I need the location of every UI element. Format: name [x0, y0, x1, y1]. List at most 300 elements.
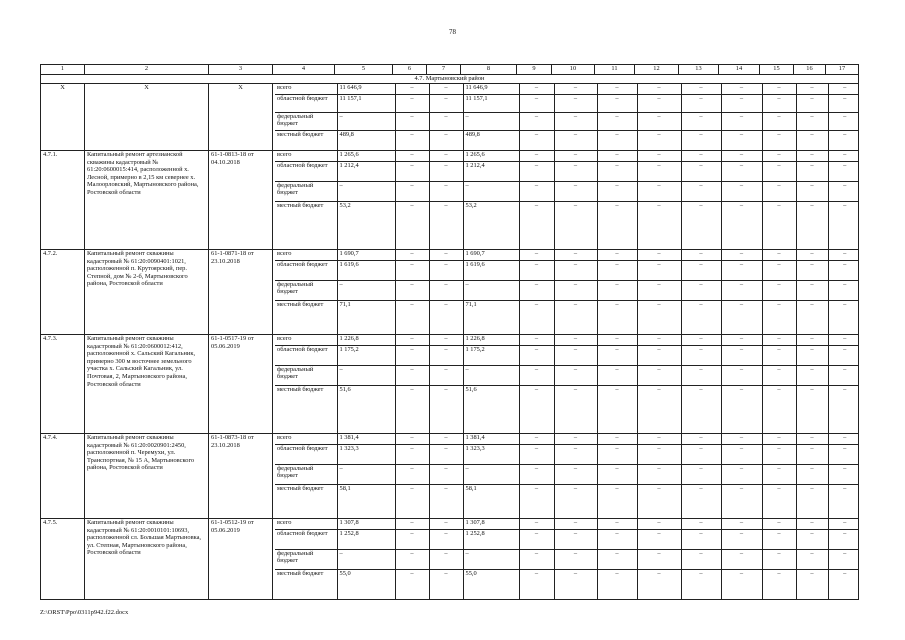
table-row: [41, 335, 859, 434]
amount-col-5: 489,8: [337, 130, 395, 150]
dash-col-14: –: [721, 260, 762, 280]
dash-col-17: –: [843, 130, 847, 138]
dash-col-16: –: [796, 519, 828, 529]
amount-col-5: 1 212,4: [337, 161, 395, 181]
dash-col-10: –: [554, 484, 597, 518]
dash-col-6: –: [395, 260, 429, 280]
dash-col-14: –: [721, 130, 762, 150]
dash-col-10: –: [554, 464, 597, 484]
dash-col-15: –: [762, 434, 796, 444]
dash-col-17: –: [828, 519, 859, 529]
dash-col-11: –: [597, 569, 637, 599]
dash-col-9: –: [519, 151, 554, 161]
dash-col-9: –: [519, 300, 554, 334]
dash-col-12: –: [637, 112, 681, 130]
amount-col-5: –: [337, 112, 395, 130]
row-number: 4.7.5.: [41, 519, 85, 600]
budget-lines: [273, 84, 859, 151]
funding-source: местный бюджет: [275, 201, 337, 249]
dash-col-14: –: [721, 529, 762, 549]
dash-col-15: –: [762, 444, 796, 464]
dash-col-11: –: [597, 444, 637, 464]
amount-col-5: 1 619,6: [337, 260, 395, 280]
dash-col-9: –: [519, 519, 554, 529]
dash-col-16: –: [796, 84, 828, 94]
dash-col-14: –: [721, 519, 762, 529]
object-description: Капитальный ремонт скважины кадастровый № 61:20:0020901:2450, расположенной п. Черемухи, ул. Транспортная, № 15 А, Мартыновского района, Ростовской области: [85, 434, 209, 519]
dash-col-13: –: [681, 385, 721, 433]
dash-col-9: –: [519, 434, 554, 444]
amount-col-8: 1 690,7: [463, 250, 519, 260]
amount-col-5: 55,0: [337, 569, 395, 599]
budget-line: [275, 444, 859, 464]
dash-col-12: –: [637, 484, 681, 518]
dash-col-12: –: [637, 84, 681, 94]
dash-col-7: –: [429, 529, 463, 549]
funding-source: федеральный бюджет: [275, 112, 337, 130]
dash-col-6: –: [395, 94, 429, 112]
dash-col-17: –: [828, 84, 859, 94]
dash-col-9: –: [519, 345, 554, 365]
dash-col-14: –: [721, 84, 762, 94]
dash-col-16: –: [796, 151, 828, 161]
dash-col-9: –: [519, 201, 554, 249]
dash-col-16: –: [796, 112, 828, 130]
dash-col-13: –: [681, 151, 721, 161]
budget-line: [275, 529, 859, 549]
amount-col-8: 71,1: [463, 300, 519, 334]
dash-col-7: –: [429, 280, 463, 300]
dash-col-13: –: [681, 260, 721, 280]
budget-line: [275, 300, 859, 334]
header-col-16: 16: [794, 65, 826, 75]
dash-col-12: –: [637, 130, 681, 150]
table-row: [41, 519, 859, 600]
amount-col-8: 53,2: [463, 201, 519, 249]
dash-col-14: –: [721, 300, 762, 334]
header-col-12: 12: [635, 65, 679, 75]
amount-col-8: 1 381,4: [463, 434, 519, 444]
document-number: 61-1-0813-18 от 04.10.2018: [209, 151, 273, 250]
dash-col-9: –: [519, 280, 554, 300]
dash-col-17: –: [828, 365, 859, 385]
dash-col-13: –: [681, 112, 721, 130]
dash-col-11: –: [597, 335, 637, 345]
header-col-13: 13: [679, 65, 719, 75]
object-description: Капитальный ремонт скважины кадастровый № 61:20:0600012:412, расположенной х. Сальский Кагальник, примерно 300 м восточнее земельного участка х. Сальский Кагальник, ул. Почтовая, 2, Мартыновского района, Ростовской области: [85, 335, 209, 434]
dash-col-13: –: [681, 365, 721, 385]
dash-col-15: –: [762, 94, 796, 112]
dash-col-15: –: [762, 201, 796, 249]
budget-line: [275, 434, 859, 444]
amount-col-8: 1 175,2: [463, 345, 519, 365]
dash-col-10: –: [554, 569, 597, 599]
dash-col-15: –: [762, 280, 796, 300]
dash-col-10: –: [554, 365, 597, 385]
dash-col-14: –: [721, 161, 762, 181]
dash-col-7: –: [429, 434, 463, 444]
budget-lines-table: [275, 519, 859, 599]
dash-col-16: –: [796, 569, 828, 599]
budget-line: [275, 161, 859, 181]
dash-col-9: –: [519, 335, 554, 345]
dash-col-14: –: [721, 365, 762, 385]
dash-col-9: –: [519, 260, 554, 280]
dash-col-10: –: [554, 300, 597, 334]
header-col-9: 9: [517, 65, 552, 75]
dash-col-11: –: [597, 161, 637, 181]
dash-col-13: –: [681, 161, 721, 181]
budget-line: [275, 130, 859, 150]
dash-col-10: –: [554, 519, 597, 529]
dash-col-17: –: [843, 300, 847, 308]
dash-col-6: –: [395, 84, 429, 94]
funding-source: местный бюджет: [275, 484, 337, 518]
row-number: 4.7.1.: [41, 151, 85, 250]
amount-col-8: 58,1: [463, 484, 519, 518]
dash-col-16: –: [796, 181, 828, 201]
dash-col-17: –: [828, 151, 859, 161]
dash-col-15: –: [762, 549, 796, 569]
dash-col-11: –: [597, 250, 637, 260]
dash-col-16: –: [796, 201, 828, 249]
dash-col-14: –: [721, 280, 762, 300]
document-number: X: [209, 84, 273, 151]
budget-lines: [273, 151, 859, 250]
dash-col-14: –: [721, 112, 762, 130]
amount-col-8: 55,0: [463, 569, 519, 599]
dash-col-12: –: [637, 250, 681, 260]
dash-col-15: –: [762, 151, 796, 161]
dash-col-12: –: [637, 529, 681, 549]
dash-col-10: –: [554, 549, 597, 569]
dash-col-6: –: [395, 151, 429, 161]
budget-line: [275, 365, 859, 385]
table-row: [41, 151, 859, 250]
dash-col-15: –: [762, 345, 796, 365]
amount-col-5: 1 252,8: [337, 529, 395, 549]
amount-col-5: 11 646,9: [337, 84, 395, 94]
dash-col-15: –: [762, 385, 796, 433]
dash-col-16: –: [796, 130, 828, 150]
row-number: 4.7.4.: [41, 434, 85, 519]
dash-col-9: –: [519, 250, 554, 260]
dash-col-10: –: [554, 94, 597, 112]
dash-col-15: –: [762, 250, 796, 260]
budget-line: [275, 519, 859, 529]
dash-col-16: –: [796, 250, 828, 260]
dash-col-6: –: [395, 345, 429, 365]
dash-col-14: –: [721, 444, 762, 464]
dash-col-16: –: [796, 345, 828, 365]
row-number: 4.7.2.: [41, 250, 85, 335]
amount-col-8: 11 157,1: [463, 94, 519, 112]
dash-col-6: –: [395, 464, 429, 484]
amount-col-8: –: [463, 181, 519, 201]
dash-col-13: –: [681, 335, 721, 345]
dash-col-16: –: [796, 484, 828, 518]
dash-col-7: –: [429, 300, 463, 334]
amount-col-8: 1 307,8: [463, 519, 519, 529]
amount-col-5: –: [337, 549, 395, 569]
dash-col-13: –: [681, 569, 721, 599]
funding-source: местный бюджет: [275, 130, 337, 150]
dash-col-17: –: [843, 201, 847, 209]
amount-col-5: –: [337, 280, 395, 300]
budget-line: [275, 260, 859, 280]
dash-col-9: –: [519, 569, 554, 599]
amount-col-5: 1 690,7: [337, 250, 395, 260]
dash-col-6: –: [395, 569, 429, 599]
dash-col-11: –: [597, 345, 637, 365]
budget-lines: [273, 335, 859, 434]
budget-line: [275, 181, 859, 201]
dash-col-7: –: [429, 365, 463, 385]
budget-lines-table: [275, 84, 859, 150]
dash-col-14: –: [721, 484, 762, 518]
budget-line: [275, 84, 859, 94]
dash-col-11: –: [597, 484, 637, 518]
dash-col-12: –: [637, 444, 681, 464]
header-col-4: 4: [273, 65, 335, 75]
dash-col-6: –: [395, 201, 429, 249]
dash-col-17: –: [828, 94, 859, 112]
dash-col-14: –: [721, 201, 762, 249]
dash-col-12: –: [637, 201, 681, 249]
dash-col-13: –: [681, 345, 721, 365]
dash-col-10: –: [554, 335, 597, 345]
amount-col-8: –: [463, 549, 519, 569]
dash-col-9: –: [519, 161, 554, 181]
table-row: [41, 250, 859, 335]
amount-col-5: 71,1: [337, 300, 395, 334]
dash-col-16: –: [796, 549, 828, 569]
dash-col-10: –: [554, 112, 597, 130]
amount-col-8: 51,6: [463, 385, 519, 433]
dash-col-12: –: [637, 181, 681, 201]
dash-col-12: –: [637, 280, 681, 300]
dash-col-7: –: [429, 112, 463, 130]
funding-source: федеральный бюджет: [275, 464, 337, 484]
dash-col-6: –: [395, 385, 429, 433]
dash-col-9: –: [519, 94, 554, 112]
dash-col-16: –: [796, 434, 828, 444]
amount-col-5: –: [337, 365, 395, 385]
dash-col-12: –: [637, 519, 681, 529]
funding-source: областной бюджет: [275, 161, 337, 181]
dash-col-16: –: [796, 280, 828, 300]
budget-line: [275, 345, 859, 365]
budget-lines: [273, 434, 859, 519]
dash-col-10: –: [554, 84, 597, 94]
dash-col-17: –: [828, 549, 859, 569]
amount-col-8: 1 265,6: [463, 151, 519, 161]
dash-col-16: –: [796, 464, 828, 484]
dash-col-9: –: [519, 549, 554, 569]
dash-col-6: –: [395, 181, 429, 201]
dash-col-17: –: [843, 385, 847, 393]
footer-file-path: Z:\ORST\Ppo\0311p942.f22.docx: [40, 609, 129, 616]
dash-col-15: –: [762, 112, 796, 130]
dash-col-15: –: [762, 130, 796, 150]
funding-source: всего: [275, 519, 337, 529]
dash-col-10: –: [554, 161, 597, 181]
amount-col-5: 1 265,6: [337, 151, 395, 161]
dash-col-7: –: [429, 201, 463, 249]
dash-col-14: –: [721, 549, 762, 569]
dash-col-7: –: [429, 84, 463, 94]
dash-col-16: –: [796, 94, 828, 112]
dash-col-11: –: [597, 280, 637, 300]
dash-col-10: –: [554, 181, 597, 201]
dash-col-7: –: [429, 130, 463, 150]
dash-col-11: –: [597, 151, 637, 161]
dash-col-7: –: [429, 250, 463, 260]
funding-source: местный бюджет: [275, 569, 337, 599]
amount-col-8: –: [463, 464, 519, 484]
dash-col-13: –: [681, 549, 721, 569]
dash-col-9: –: [519, 444, 554, 464]
dash-col-13: –: [681, 519, 721, 529]
dash-col-9: –: [519, 130, 554, 150]
object-description: Капитальный ремонт артезианской скважины кадастровый № 61:20:0600015:414, расположенной х. Лесной, примерно в 2,15 км севернее х. Малоорловский, Мартыновского района, Ростовской области: [85, 151, 209, 250]
budget-line: [275, 464, 859, 484]
dash-col-16: –: [796, 444, 828, 464]
dash-col-17: –: [828, 335, 859, 345]
funding-source: всего: [275, 335, 337, 345]
dash-col-13: –: [681, 94, 721, 112]
dash-col-12: –: [637, 365, 681, 385]
dash-col-15: –: [762, 519, 796, 529]
dash-col-13: –: [681, 300, 721, 334]
dash-col-7: –: [429, 161, 463, 181]
dash-col-17: –: [843, 484, 847, 492]
amount-col-8: 1 212,4: [463, 161, 519, 181]
document-number: 61-1-0512-19 от 05.06.2019: [209, 519, 273, 600]
amount-col-5: 51,6: [337, 385, 395, 433]
amount-col-8: –: [463, 112, 519, 130]
amount-col-8: 1 226,8: [463, 335, 519, 345]
header-col-10: 10: [552, 65, 595, 75]
dash-col-17: –: [828, 464, 859, 484]
dash-col-11: –: [597, 434, 637, 444]
dash-col-11: –: [597, 112, 637, 130]
amount-col-8: 11 646,9: [463, 84, 519, 94]
dash-col-13: –: [681, 529, 721, 549]
dash-col-11: –: [597, 201, 637, 249]
funding-source: местный бюджет: [275, 300, 337, 334]
dash-col-11: –: [597, 130, 637, 150]
dash-col-6: –: [395, 335, 429, 345]
dash-col-14: –: [721, 94, 762, 112]
budget-line: [275, 250, 859, 260]
header-col-17: 17: [826, 65, 859, 75]
header-col-14: 14: [719, 65, 760, 75]
district-title: 4.7. Мартыновский район: [41, 75, 859, 84]
header-col-7: 7: [427, 65, 461, 75]
dash-col-11: –: [597, 94, 637, 112]
dash-col-15: –: [762, 335, 796, 345]
header-col-15: 15: [760, 65, 794, 75]
dash-col-14: –: [721, 569, 762, 599]
amount-col-8: 489,8: [463, 130, 519, 150]
dash-col-9: –: [519, 385, 554, 433]
dash-col-12: –: [637, 385, 681, 433]
dash-col-6: –: [395, 250, 429, 260]
dash-col-12: –: [637, 569, 681, 599]
table-row: [41, 84, 859, 151]
dash-col-6: –: [395, 280, 429, 300]
dash-col-13: –: [681, 464, 721, 484]
dash-col-6: –: [395, 130, 429, 150]
amount-col-8: 1 252,8: [463, 529, 519, 549]
amount-col-5: 1 307,8: [337, 519, 395, 529]
funding-source: местный бюджет: [275, 385, 337, 433]
budget-lines-table: [275, 335, 859, 433]
dash-col-7: –: [429, 484, 463, 518]
dash-col-17: –: [843, 569, 847, 577]
dash-col-12: –: [637, 161, 681, 181]
dash-col-14: –: [721, 335, 762, 345]
amount-col-5: 11 157,1: [337, 94, 395, 112]
dash-col-16: –: [796, 365, 828, 385]
dash-col-11: –: [597, 519, 637, 529]
header-col-2: 2: [85, 65, 209, 75]
funding-source: областной бюджет: [275, 260, 337, 280]
dash-col-10: –: [554, 201, 597, 249]
dash-col-12: –: [637, 345, 681, 365]
page-number: 78: [449, 28, 456, 36]
funding-source: всего: [275, 151, 337, 161]
dash-col-17: –: [828, 260, 859, 280]
dash-col-13: –: [681, 201, 721, 249]
dash-col-17: –: [828, 280, 859, 300]
dash-col-14: –: [721, 434, 762, 444]
dash-col-14: –: [721, 250, 762, 260]
budget-table: [40, 64, 859, 600]
budget-line: [275, 151, 859, 161]
funding-source: всего: [275, 250, 337, 260]
amount-col-5: 1 226,8: [337, 335, 395, 345]
dash-col-13: –: [681, 434, 721, 444]
amount-col-5: 1 381,4: [337, 434, 395, 444]
header-number-row: [41, 65, 859, 75]
document-number: 61-1-0517-19 от 05.06.2019: [209, 335, 273, 434]
budget-line: [275, 484, 859, 518]
dash-col-17: –: [828, 529, 859, 549]
dash-col-9: –: [519, 484, 554, 518]
dash-col-13: –: [681, 84, 721, 94]
funding-source: всего: [275, 84, 337, 94]
dash-col-10: –: [554, 250, 597, 260]
dash-col-12: –: [637, 464, 681, 484]
dash-col-15: –: [762, 260, 796, 280]
dash-col-10: –: [554, 385, 597, 433]
dash-col-11: –: [597, 260, 637, 280]
budget-lines-table: [275, 250, 859, 334]
dash-col-10: –: [554, 280, 597, 300]
budget-line: [275, 280, 859, 300]
dash-col-15: –: [762, 529, 796, 549]
dash-col-10: –: [554, 130, 597, 150]
amount-col-5: –: [337, 464, 395, 484]
dash-col-11: –: [597, 464, 637, 484]
dash-col-6: –: [395, 519, 429, 529]
budget-lines: [273, 250, 859, 335]
dash-col-17: –: [828, 345, 859, 365]
dash-col-6: –: [395, 549, 429, 569]
dash-col-11: –: [597, 529, 637, 549]
